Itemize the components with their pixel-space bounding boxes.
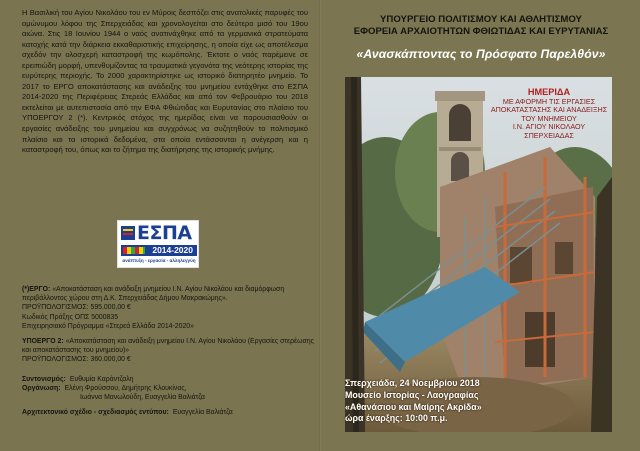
- coordination-label: Συντονισμός:: [22, 376, 66, 383]
- event-box-title: ΗΜΕΡΙΔΑ: [527, 87, 571, 97]
- ergo-program: Επιχειρησιακό Πρόγραμμα «Στερεά Ελλάδα 2014-2020»: [22, 322, 194, 330]
- event-box-line4: Ι.Ν. ΑΓΙΟΥ ΝΙΚΟΛΑΟΥ: [512, 122, 586, 132]
- event-box: [484, 87, 614, 140]
- ephorate-title: ΕΦΟΡΕΙΑ ΑΡΧΑΙΟΤΗΤΩΝ ΦΘΙΩΤΙΔΑΣ ΚΑΙ ΕΥΡΥΤΑΝΙΑΣ: [353, 25, 609, 37]
- ministry-title: ΥΠΟΥΡΓΕΙΟ ΠΟΛΙΤΙΣΜΟΥ ΚΑΙ ΑΘΛΗΤΙΣΜΟΥ: [380, 14, 582, 25]
- event-box-line1: ΜΕ ΑΦΟΡΜΗ ΤΙΣ ΕΡΓΑΣΙΕΣ: [502, 97, 596, 106]
- event-box-line5: ΣΠΕΡΧΕΙΑΔΑΣ: [524, 130, 574, 140]
- subproject-block: [22, 337, 314, 365]
- event-venue-name: «Αθανάσιου και Μαίρης Ακρίδα»: [345, 401, 482, 412]
- organization-line1: Ελένη Φρούσσου, Δημήτρης Κλουκίνας,: [64, 385, 187, 393]
- espa-logo-word: ΕΣΠΑ: [137, 222, 192, 244]
- organization-row: [22, 384, 314, 393]
- subproject-text: «Αποκατάσταση και ανάδειξη μνημείου Ι.Ν. Αγίου Νικολάου (Εργασίες στερέωσης και αποκατάστασης του μνημείου)»: [22, 338, 314, 355]
- event-box-line3: ΤΟΥ ΜΝΗΜΕΙΟΥ: [521, 113, 577, 123]
- espa-logo-years: 2014-2020: [121, 245, 197, 256]
- coordination-value: Ευθυμία Καράντζαλη: [69, 376, 134, 383]
- design-row: [22, 408, 314, 417]
- organization-label: Οργάνωση:: [22, 385, 61, 393]
- ergo-code: Κωδικός Πράξης ΟΠΣ 5000835: [22, 313, 119, 321]
- credits: [22, 375, 314, 417]
- intro-paragraph: Η Βασιλική του Αγίου Νικολάου του εν Μύροις δεσπόζει στις ανατολικές παρυφές του ομώνυμου λόφου της Σπερχειάδας και χρονολογείται στο δεύτερο μισό του 19ου αιώνα. Στις 18 Ιουνίου 1944 ο ναός ανατινάχθηκε από τα γερμανικά στρατεύματα κατοχής κατά την διάρκεια εκκαθαριστικής επιχείρησης, η οποία είχε ως αποτέλεσμα σχεδόν την ολοσχερή καταστροφή της κωμόπολης. Έκτοτε ο ναός παρέμεινε σε ερειπιώδη μορφή, υπενθυμίζοντας τα τραυματικά γεγονότα της νεότερης ιστορίας της ευρύτερης περιοχής. Το 2000 χαρακτηρίστηκε ως ιστορικό διατηρητέο μνημείο. Το 2017 το ΕΡΓΟ αποκατάστασης και ανάδειξης του μνημείου εντάχθηκε στο ΕΣΠΑ 2014-2020 της Περιφέρειας Στερεάς Ελλάδας και από τον Φεβρουάριο του 2018 εκτελείται με αυτεπιστασία από την ΕΦΑ Φθιώτιδας και Ευρυτανίας στο πλαίσιο του ΥΠΟΕΡΓΟΥ 2 (*). Κεντρικός στόχος της ημερίδας είναι να παρουσιασθούν οι εργασίες ανάδειξης του μνημείου και συγχρόνως να συζητηθούν το πολιτισμικό πλαίσιο και τα ιστορικά δεδομένα, στα οποία εντάσσονται η ανέγερση και η καταστροφή του, όπως και το ζήτημα της διατήρησης της ιστορικής μνήμης.: [22, 8, 308, 155]
- header: [322, 14, 640, 37]
- page-fold: [319, 0, 321, 451]
- ergo-label: (*)ΕΡΓΟ:: [22, 286, 51, 293]
- event-box-line2: ΑΠΟΚΑΤΑΣΤΑΣΗΣ ΚΑΙ ΑΝΑΔΕΙΞΗΣ: [490, 105, 608, 115]
- subproject-label: ΥΠΟΕΡΓΟ 2:: [22, 338, 64, 346]
- project-details: [22, 285, 314, 371]
- ergo-block: [22, 285, 314, 331]
- espa-logo: [117, 220, 199, 268]
- eu-flag-icon: [121, 226, 135, 240]
- design-value: Ευαγγελία Βαλιάτζα: [172, 408, 233, 416]
- subproject-budget: ΠΡΟΫΠΟΛΟΓΙΣΜΟΣ: 360.000,00 €: [22, 356, 131, 364]
- event-venue: Μουσείο Ιστορίας - Λαογραφίας: [345, 389, 479, 400]
- event-info: [345, 378, 515, 425]
- organization-line2: Ιωάννα Μανωλούδη, Ευαγγελία Βαλιάτζα: [80, 394, 205, 402]
- event-start-time: ώρα έναρξης: 10:00 π.μ.: [345, 413, 448, 424]
- espa-logo-motto: ανάπτυξη - εργασία - αλληλεγγύη: [122, 258, 196, 263]
- event-date: Σπερχειάδα, 24 Νοεμβρίου 2018: [345, 378, 480, 388]
- ergo-budget: ΠΡΟΫΠΟΛΟΓΙΣΜΟΣ: 595.000,00 €: [22, 304, 131, 312]
- design-label: Αρχιτεκτονικό σχέδιο - σχεδιασμός εντύπου:: [22, 408, 169, 416]
- coordination-row: [22, 375, 314, 384]
- event-subtitle: «Ανασκάπτοντας το Πρόσφατο Παρελθόν»: [356, 47, 606, 61]
- ergo-text: «Αποκατάσταση και ανάδειξη μνημείου Ι.Ν. Αγίου Νικολάου και διαμόρφωση περιβάλλοντος χώρου στη Δ.Κ. Σπερχειάδας Δήμου Μακρακώμης».: [22, 286, 285, 303]
